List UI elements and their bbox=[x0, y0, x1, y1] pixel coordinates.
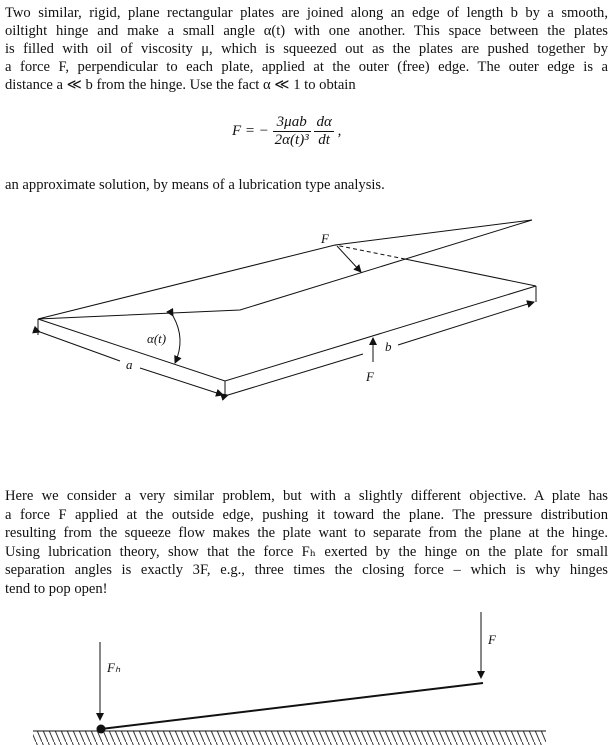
label-force-bottom: F bbox=[366, 369, 374, 384]
ground-hatching bbox=[33, 731, 546, 745]
hidden-edge bbox=[335, 245, 405, 259]
text-line: Using lubrication theory, show that the force Fₕ exerted by the hinge on the plate for small bbox=[5, 543, 608, 560]
plate bbox=[101, 683, 483, 729]
dimension-b bbox=[228, 354, 363, 395]
dimension-a bbox=[40, 332, 120, 361]
angle-arc bbox=[173, 316, 180, 363]
text-line: a force F applied at the outside edge, pushing it toward the plane. The pressure distribution bbox=[5, 506, 608, 523]
label-b: b bbox=[385, 339, 392, 354]
text-line: distance a ≪ b from the hinge. Use the fact α ≪ 1 to obtain bbox=[5, 77, 356, 93]
hinged-plates-figure bbox=[38, 220, 536, 397]
dimension-a bbox=[140, 368, 223, 395]
denominator: dt bbox=[318, 132, 330, 148]
text-line: Here we consider a very similar problem, but with a slightly different objective. A plate has bbox=[5, 488, 608, 504]
hinge-plate-figure bbox=[33, 612, 546, 745]
label-angle: α(t) bbox=[147, 331, 167, 346]
dimension-b bbox=[398, 302, 534, 345]
text-line: a force F, perpendicular to each plate, applied at the outer (free) edge. The outer edge is a bbox=[5, 59, 608, 75]
text-line: tend to pop open! bbox=[5, 580, 108, 597]
denominator: 2α(t)³ bbox=[274, 132, 309, 148]
hinge-dot bbox=[97, 725, 106, 734]
text-line: is filled with oil of viscosity μ, which is squeezed out as the plates are pushed together by bbox=[5, 41, 608, 57]
label-force-top: F bbox=[321, 231, 329, 246]
numerator: dα bbox=[316, 114, 332, 130]
text-line: oiltight hinge and make a small angle α(t) with one another. This space between the plates bbox=[5, 23, 608, 39]
text-line: resulting from the squeeze flow makes the plate want to separate from the plane at the hinge. bbox=[5, 525, 608, 541]
lower-plate bbox=[38, 259, 536, 381]
label-hinge-force: Fₕ bbox=[107, 660, 121, 675]
text-line: separation angles is exactly 3F, e.g., three times the closing force – which is why hinges bbox=[5, 562, 608, 578]
force-arrow-top bbox=[337, 246, 361, 272]
label-a: a bbox=[126, 357, 133, 372]
label-applied-force: F bbox=[488, 632, 496, 647]
text-line: an approximate solution, by means of a lubrication type analysis. bbox=[5, 177, 385, 193]
equation-comma: , bbox=[337, 122, 342, 139]
numerator: 3μab bbox=[273, 114, 311, 132]
equation-lhs: F = − bbox=[232, 122, 269, 139]
text-line: Two similar, rigid, plane rectangular plates are joined along an edge of length b by a smooth, bbox=[5, 5, 608, 21]
